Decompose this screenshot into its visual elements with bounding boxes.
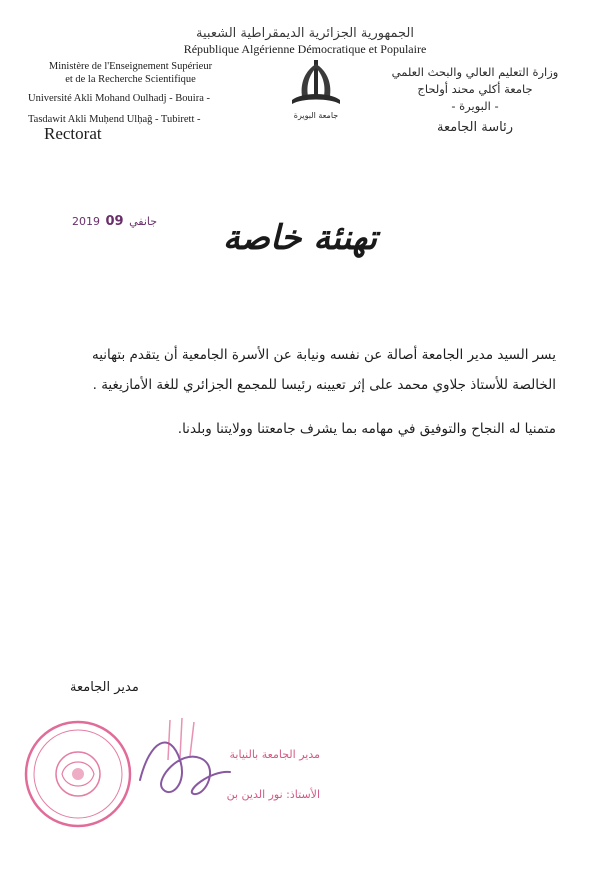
body-line-2: الخالصة للأستاذ جلاوي محمد على إثر تعيينه رئيسا للمجمع الجزائري للغة الأمازيغية . [92,377,556,393]
document-date [72,214,157,229]
university-name-arabic: جامعة أكلي محند أولحاج [417,82,533,96]
letter-body [36,340,556,444]
ministry-name-french [28,60,233,86]
date-year: 2019 [72,215,100,228]
office-name-french: Rectorat [44,124,102,143]
office-name-arabic: رئاسة الجامعة [437,120,513,135]
date-month: جانفي [129,215,158,228]
ministry-name-arabic: وزارة التعليم العالي والبحث العلمي [391,65,559,79]
university-logo [284,56,348,124]
country-name-french: République Algérienne Démocratique et Populaire [183,42,427,56]
left-letterhead [28,60,268,126]
body-line-1: يسر السيد مدير الجامعة أصالة عن نفسه ونيابة عن الأسرة الجامعية أن يتقدم بتهانيه [91,347,556,363]
handwritten-signature [110,700,330,830]
university-name-tamazight: Tasdawit Akli Muḥend Ulḥağ - Tubirett - [28,114,201,125]
country-name-arabic: الجمهورية الجزائرية الديمقراطية الشعبية [196,26,414,41]
city-name-arabic: - البويرة - [451,99,499,113]
ministry-line-2: et de la Recherche Scientifique [65,74,196,85]
stamp-line-1: مدير الجامعة بالنيابة [229,748,320,761]
signer-title: مدير الجامعة [70,680,139,695]
date-day: 09 [105,214,124,229]
ministry-line-1: Ministère de l'Enseignement Supérieur [48,61,213,72]
document-title: تهنئة خاصة [222,218,378,258]
university-name-french: Université Akli Mohand Oulhadj - Bouira - [28,93,210,104]
stamp-line-2: الأستاذ: نور الدين بن [226,788,320,801]
right-letterhead [380,64,570,136]
body-line-3: متمنيا له النجاح والتوفيق في مهامه بما يشرف جامعتنا وولايتنا وبلدنا. [177,421,556,437]
logo-caption: جامعة البويرة [293,111,339,120]
